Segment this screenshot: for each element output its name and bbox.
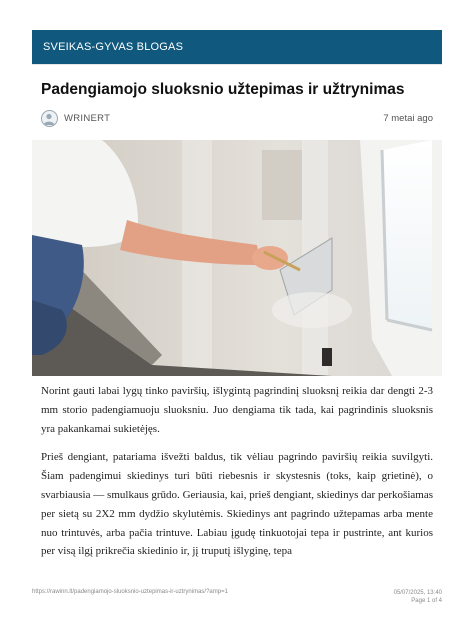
article-title: Padengiamojo sluoksnio užtepimas ir užtrynimas bbox=[41, 81, 405, 98]
divider bbox=[32, 64, 442, 65]
hero-image bbox=[32, 140, 442, 376]
footer-timestamp: 05/07/2025, 13:40 bbox=[393, 590, 442, 596]
site-banner[interactable] bbox=[32, 30, 442, 64]
author-name[interactable]: WRINERT bbox=[64, 113, 111, 124]
publish-date: 7 metai ago bbox=[383, 113, 433, 124]
site-name[interactable]: SVEIKAS-GYVAS BLOGAS bbox=[43, 41, 184, 53]
article-meta bbox=[41, 110, 433, 130]
footer-url: https://rawinn.lt/padengiamojo-sluoksnio-uztepimas-ir-uztrynimas/?amp=1 bbox=[32, 589, 228, 595]
footer-info bbox=[394, 589, 442, 605]
user-avatar-icon bbox=[41, 110, 58, 127]
article-paragraph: Prieš dengiant, patariama išvežti baldus, tik vėliau pagrindo paviršių reikia suvilgyti. Šiam padengimui skiedinys turi būti riebesnis ir skystesnis (toks, kaip grietinė), o svarbiausia — smulkaus grūdo. Geriausia, kai, prieš dengiant, skiedinys dar perkošiamas per sietą su 2X2 mm dydžio skylutėmis. Skiedinys ant pagrindo užtepamas arba mente nuo trintuvės, arba pačia trintuve. Labiau įgudę tinkuotojai tepa ir pustrinte, ant kurios per visą ilgį prikrečia skiedinio ir, jį truputį išlyginę, tepa bbox=[41, 451, 433, 558]
article-paragraph: Norint gauti labai lygų tinko paviršių, išlygintą pagrindinį sluoksnį reikia dar dengti 2-3 mm storio padengiamuoju sluoksniu. Juo dengiama tik tada, kai pagrindinis sluoksnis yra pakankamai sukietėjęs. bbox=[41, 385, 433, 435]
footer-page-number: Page 1 of 4 bbox=[411, 598, 442, 604]
article-body bbox=[41, 382, 433, 571]
